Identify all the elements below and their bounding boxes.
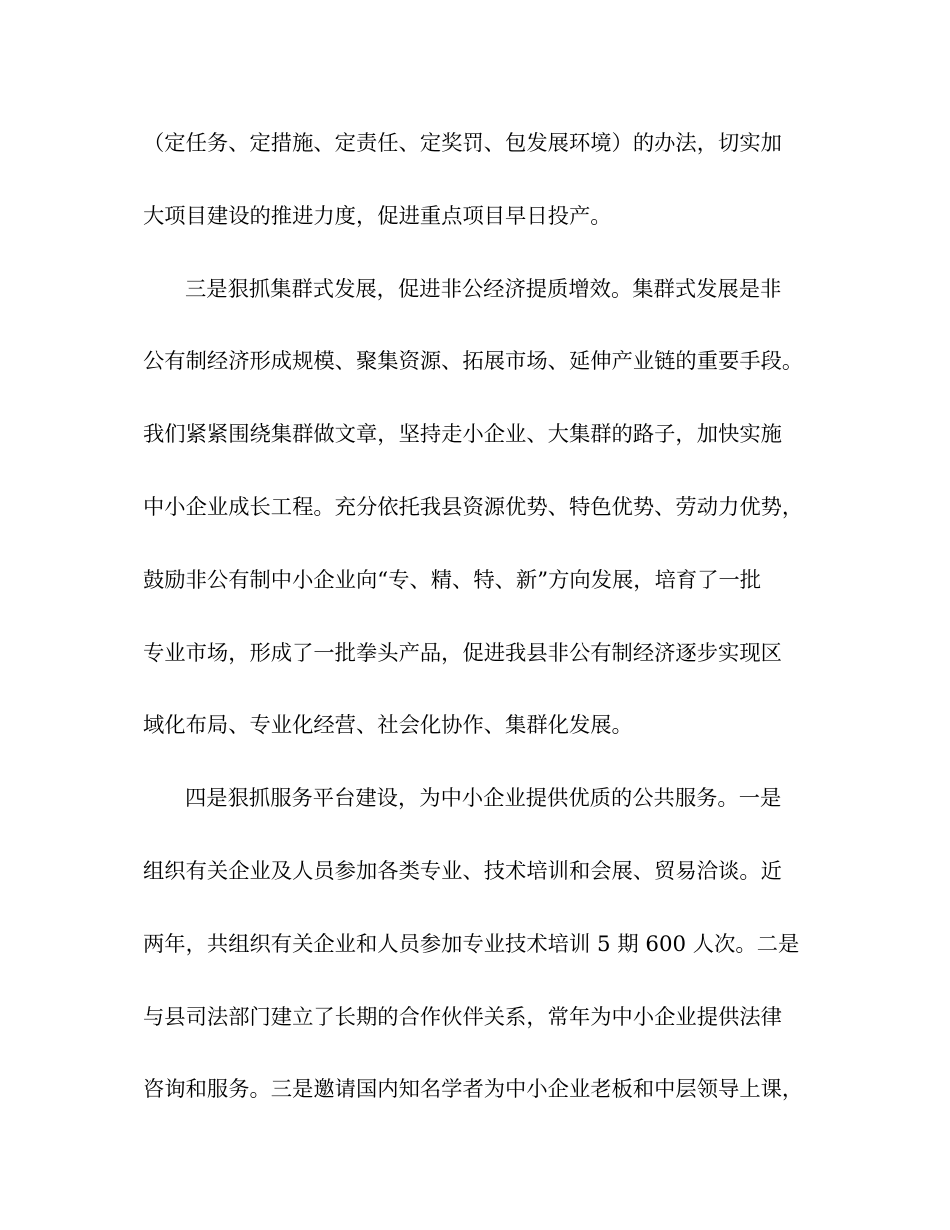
- text-line-12: 两年，共组织有关企业和人员参加专业技术培训 5 期 600 人次。二是: [143, 931, 800, 957]
- text-line-13: 与县司法部门建立了长期的合作伙伴关系，常年为中小企业提供法律: [143, 1004, 782, 1030]
- text-line-1: （定任务、定措施、定责任、定奖罚、包发展环境）的办法，切实加: [143, 131, 782, 156]
- text-line-2: 大项目建设的推进力度，促进重点项目早日投产。: [143, 203, 612, 229]
- text-line-9: 域化布局、专业化经营、社会化协作、集群化发展。: [143, 713, 633, 739]
- paragraph-4-first-line: 四是狠抓服务平台建设，为中小企业提供优质的公共服务。一是: [185, 786, 782, 812]
- text-line-5: 我们紧紧围绕集群做文章，坚持走小企业、大集群的路子，加快实施: [143, 422, 782, 448]
- text-line-8: 专业市场，形成了一批拳头产品，促进我县非公有制经济逐步实现区: [143, 640, 782, 666]
- document-body: [143, 118, 807, 1137]
- text-line-6: 中小企业成长工程。充分依托我县资源优势、特色优势、劳动力优势，: [143, 494, 804, 520]
- text-line-7: 鼓励非公有制中小企业向“专、精、特、新”方向发展，培育了一批: [143, 567, 762, 593]
- text-line-11: 组织有关企业及人员参加各类专业、技术培训和会展、贸易洽谈。近: [143, 858, 782, 884]
- paragraph-3-first-line: 三是狠抓集群式发展，促进非公经济提质增效。集群式发展是非: [185, 276, 782, 302]
- text-line-4: 公有制经济形成规模、聚集资源、拓展市场、延伸产业链的重要手段。: [143, 349, 804, 375]
- text-line-14: 咨询和服务。三是邀请国内知名学者为中小企业老板和中层领导上课，: [143, 1077, 804, 1103]
